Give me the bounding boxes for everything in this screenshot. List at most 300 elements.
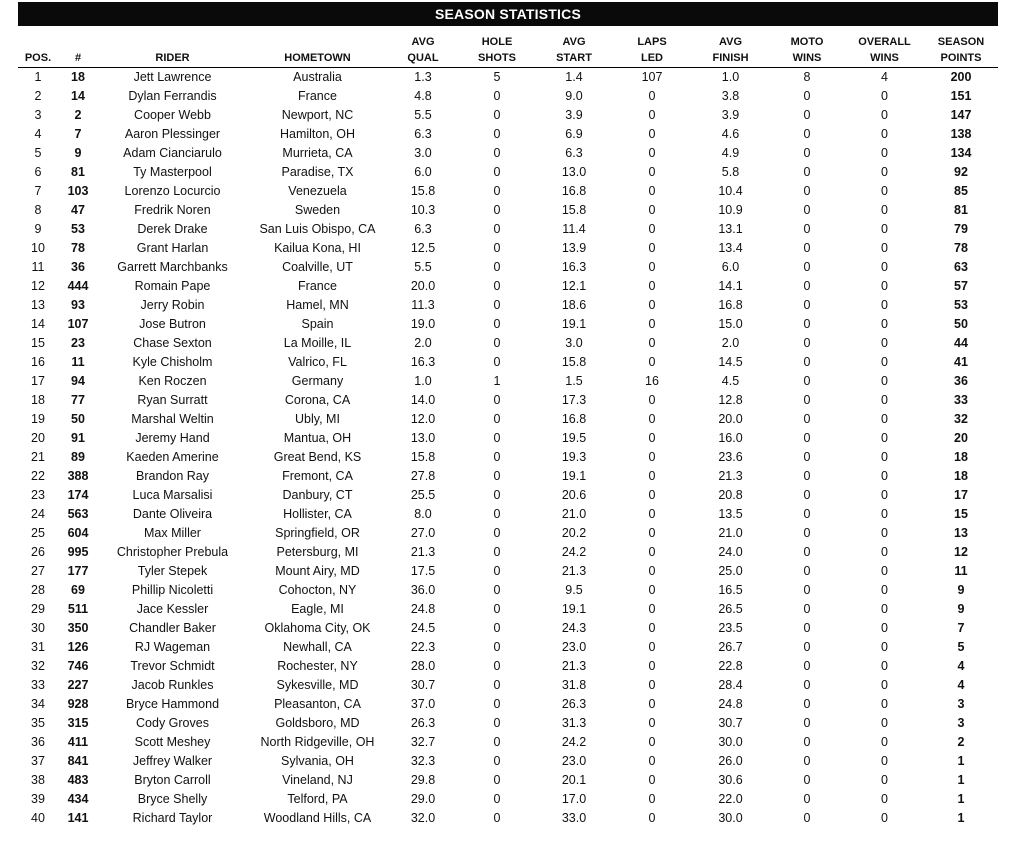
rider-cell: Kyle Chisholm — [132, 355, 213, 369]
rider-cell: Aaron Plessinger — [124, 127, 221, 141]
pos-cell: 8 — [34, 203, 42, 217]
header-season-points-line2: POINTS — [940, 51, 982, 64]
hometown-cell: Sykesville, MD — [276, 678, 359, 692]
moto-wins-cell: 0 — [803, 298, 811, 312]
hometown-cell: Sylvania, OH — [281, 754, 354, 768]
moto-wins-cell: 0 — [803, 412, 811, 426]
hole-shots-cell: 0 — [493, 469, 501, 483]
laps-led-cell: 0 — [648, 222, 656, 236]
header-moto-wins-line2: WINS — [792, 51, 822, 64]
rider-cell: Richard Taylor — [132, 811, 213, 825]
overall-wins-cell: 0 — [881, 393, 888, 407]
avg-finish-cell: 28.4 — [718, 678, 743, 692]
overall-wins-cell: 0 — [881, 241, 888, 255]
table-row — [18, 201, 998, 220]
hole-shots-cell: 0 — [493, 108, 501, 122]
avg-qual-cell: 3.0 — [414, 146, 432, 160]
rider-cell: Ty Masterpool — [133, 165, 212, 179]
season-points-cell: 2 — [957, 735, 965, 749]
avg-start-cell: 13.0 — [561, 165, 587, 179]
rider-cell: Ryan Surratt — [137, 393, 208, 407]
hometown-cell: Eagle, MI — [291, 602, 344, 616]
number-cell: 746 — [67, 659, 89, 673]
table-row — [18, 239, 998, 258]
season-points-cell: 50 — [954, 317, 968, 331]
season-points-cell: 138 — [950, 127, 972, 141]
overall-wins-cell: 0 — [881, 716, 888, 730]
overall-wins-cell: 0 — [881, 317, 888, 331]
season-points-cell: 4 — [957, 659, 965, 673]
pos-cell: 3 — [34, 108, 42, 122]
avg-finish-cell: 21.3 — [718, 469, 743, 483]
hole-shots-cell: 0 — [493, 583, 501, 597]
rider-cell: Romain Pape — [134, 279, 211, 293]
season-points-cell: 53 — [954, 298, 968, 312]
overall-wins-cell: 0 — [881, 89, 888, 103]
header-laps-led — [612, 33, 692, 68]
avg-qual-cell: 32.0 — [410, 811, 436, 825]
hometown-cell: Spain — [301, 317, 334, 331]
table-row — [18, 809, 998, 828]
header-rider: RIDER — [155, 51, 190, 64]
laps-led-cell: 0 — [648, 697, 656, 711]
pos-cell: 26 — [31, 545, 45, 559]
overall-wins-cell: 0 — [881, 184, 888, 198]
number-cell: 107 — [67, 317, 89, 331]
header-season-points — [924, 33, 998, 68]
hometown-cell: Newhall, CA — [283, 640, 352, 654]
rider-cell: Phillip Nicoletti — [131, 583, 214, 597]
avg-qual-cell: 32.7 — [410, 735, 436, 749]
hometown-cell: Sweden — [294, 203, 341, 217]
hole-shots-cell: 0 — [493, 811, 501, 825]
table-row — [18, 752, 998, 771]
overall-wins-cell: 4 — [881, 70, 888, 84]
hometown-cell: Valrico, FL — [288, 355, 347, 369]
pos-cell: 9 — [34, 222, 42, 236]
pos-cell: 18 — [31, 393, 45, 407]
moto-wins-cell: 0 — [803, 545, 811, 559]
table-row — [18, 334, 998, 353]
laps-led-cell: 0 — [648, 545, 656, 559]
moto-wins-cell: 8 — [803, 70, 811, 84]
hole-shots-cell: 0 — [493, 412, 501, 426]
hole-shots-cell: 0 — [493, 659, 501, 673]
overall-wins-cell: 0 — [881, 279, 888, 293]
number-cell: 174 — [67, 488, 89, 502]
avg-start-cell: 3.9 — [565, 108, 583, 122]
rider-cell: Jace Kessler — [136, 602, 209, 616]
hole-shots-cell: 0 — [493, 754, 501, 768]
table-row — [18, 676, 998, 695]
number-cell: 89 — [71, 450, 85, 464]
hole-shots-cell: 0 — [493, 184, 501, 198]
rider-cell: Jeffrey Walker — [132, 754, 213, 768]
avg-qual-cell: 37.0 — [410, 697, 436, 711]
table-row — [18, 638, 998, 657]
avg-finish-cell: 16.0 — [718, 431, 743, 445]
moto-wins-cell: 0 — [803, 507, 811, 521]
season-stats-table — [18, 33, 998, 828]
pos-cell: 29 — [31, 602, 45, 616]
number-cell: 126 — [67, 640, 89, 654]
hometown-cell: Hollister, CA — [283, 507, 352, 521]
avg-finish-cell: 23.6 — [718, 450, 743, 464]
hole-shots-cell: 0 — [493, 697, 501, 711]
laps-led-cell: 0 — [648, 469, 656, 483]
avg-qual-cell: 6.0 — [414, 165, 432, 179]
pos-cell: 33 — [31, 678, 45, 692]
number-cell: 995 — [67, 545, 89, 559]
header-avg-start-line2: START — [556, 51, 592, 64]
avg-start-cell: 16.8 — [561, 184, 587, 198]
pos-cell: 25 — [31, 526, 45, 540]
hole-shots-cell: 0 — [493, 507, 501, 521]
laps-led-cell: 0 — [648, 621, 656, 635]
hometown-cell: Cohocton, NY — [278, 583, 357, 597]
header-avg-finish — [692, 33, 769, 68]
table-row — [18, 315, 998, 334]
season-points-cell: 18 — [954, 469, 968, 483]
number-cell: 563 — [67, 507, 89, 521]
season-points-cell: 11 — [954, 564, 968, 578]
season-points-cell: 78 — [954, 241, 968, 255]
moto-wins-cell: 0 — [803, 564, 811, 578]
hole-shots-cell: 0 — [493, 393, 501, 407]
laps-led-cell: 0 — [648, 298, 656, 312]
avg-qual-cell: 24.5 — [410, 621, 436, 635]
table-row — [18, 714, 998, 733]
moto-wins-cell: 0 — [803, 355, 811, 369]
header-pos: POS. — [24, 51, 52, 64]
overall-wins-cell: 0 — [881, 260, 888, 274]
moto-wins-cell: 0 — [803, 754, 811, 768]
header-hometown: HOMETOWN — [284, 51, 351, 64]
avg-qual-cell: 6.3 — [414, 222, 432, 236]
avg-finish-cell: 30.0 — [718, 811, 743, 825]
number-cell: 14 — [71, 89, 85, 103]
avg-finish-cell: 3.8 — [721, 89, 740, 103]
overall-wins-cell: 0 — [881, 146, 888, 160]
laps-led-cell: 0 — [648, 640, 656, 654]
hometown-cell: Coalville, UT — [282, 260, 353, 274]
avg-qual-cell: 15.8 — [410, 184, 436, 198]
table-row — [18, 372, 998, 391]
avg-qual-cell: 17.5 — [410, 564, 436, 578]
number-cell: 411 — [67, 735, 89, 749]
avg-qual-cell: 5.5 — [414, 108, 432, 122]
hometown-cell: Kailua Kona, HI — [274, 241, 361, 255]
header-laps-led-line2: LED — [641, 51, 663, 64]
avg-start-cell: 23.0 — [561, 640, 587, 654]
avg-qual-cell: 20.0 — [410, 279, 436, 293]
avg-start-cell: 6.3 — [565, 146, 583, 160]
avg-finish-cell: 3.9 — [721, 108, 740, 122]
pos-cell: 37 — [31, 754, 45, 768]
number-cell: 177 — [67, 564, 89, 578]
avg-start-cell: 12.1 — [561, 279, 587, 293]
rider-cell: Cooper Webb — [134, 108, 211, 122]
avg-start-cell: 26.3 — [561, 697, 587, 711]
laps-led-cell: 0 — [648, 792, 656, 806]
laps-led-cell: 0 — [648, 260, 656, 274]
overall-wins-cell: 0 — [881, 374, 888, 388]
rider-cell: Dante Oliveira — [132, 507, 213, 521]
laps-led-cell: 0 — [648, 108, 656, 122]
header-hole-shots-line2: SHOTS — [478, 51, 516, 64]
hole-shots-cell: 0 — [493, 621, 501, 635]
overall-wins-cell: 0 — [881, 811, 888, 825]
pos-cell: 13 — [31, 298, 45, 312]
laps-led-cell: 0 — [648, 393, 656, 407]
header-moto-wins — [769, 33, 845, 68]
laps-led-cell: 0 — [648, 412, 656, 426]
avg-qual-cell: 19.0 — [410, 317, 436, 331]
hole-shots-cell: 0 — [493, 792, 501, 806]
hole-shots-cell: 0 — [493, 564, 501, 578]
season-points-cell: 13 — [954, 526, 968, 540]
avg-start-cell: 16.8 — [561, 412, 587, 426]
season-points-cell: 63 — [954, 260, 968, 274]
avg-qual-cell: 21.3 — [410, 545, 436, 559]
avg-start-cell: 21.3 — [561, 659, 587, 673]
laps-led-cell: 0 — [648, 184, 656, 198]
hole-shots-cell: 0 — [493, 127, 501, 141]
number-cell: 928 — [67, 697, 89, 711]
avg-start-cell: 24.3 — [561, 621, 587, 635]
laps-led-cell: 0 — [648, 241, 656, 255]
avg-finish-cell: 30.6 — [718, 773, 743, 787]
rider-cell: Bryton Carroll — [134, 773, 211, 787]
hole-shots-cell: 5 — [493, 70, 501, 84]
hole-shots-cell: 0 — [493, 431, 501, 445]
avg-start-cell: 3.0 — [565, 336, 583, 350]
table-row — [18, 258, 998, 277]
season-points-cell: 41 — [954, 355, 968, 369]
table-row — [18, 296, 998, 315]
pos-cell: 12 — [31, 279, 45, 293]
avg-qual-cell: 26.3 — [410, 716, 436, 730]
season-points-cell: 3 — [957, 697, 965, 711]
avg-qual-cell: 15.8 — [410, 450, 436, 464]
table-row — [18, 125, 998, 144]
hometown-cell: Hamel, MN — [286, 298, 349, 312]
avg-start-cell: 33.0 — [561, 811, 587, 825]
season-points-cell: 1 — [957, 811, 965, 825]
rider-cell: Christopher Prebula — [116, 545, 229, 559]
avg-start-cell: 13.9 — [561, 241, 587, 255]
season-points-cell: 1 — [957, 754, 965, 768]
laps-led-cell: 0 — [648, 146, 656, 160]
overall-wins-cell: 0 — [881, 583, 888, 597]
avg-finish-cell: 26.7 — [718, 640, 743, 654]
overall-wins-cell: 0 — [881, 659, 888, 673]
hole-shots-cell: 0 — [493, 602, 501, 616]
hole-shots-cell: 0 — [493, 678, 501, 692]
moto-wins-cell: 0 — [803, 583, 811, 597]
overall-wins-cell: 0 — [881, 526, 888, 540]
number-cell: 11 — [71, 355, 85, 369]
season-points-cell: 32 — [954, 412, 968, 426]
table-row — [18, 448, 998, 467]
season-points-cell: 17 — [954, 488, 968, 502]
header-moto-wins-line1: MOTO — [790, 36, 824, 48]
pos-cell: 15 — [31, 336, 45, 350]
avg-start-cell: 15.8 — [561, 355, 587, 369]
overall-wins-cell: 0 — [881, 222, 888, 236]
number-cell: 227 — [67, 678, 89, 692]
season-points-cell: 85 — [954, 184, 968, 198]
number-cell: 69 — [71, 583, 85, 597]
moto-wins-cell: 0 — [803, 393, 811, 407]
laps-led-cell: 0 — [648, 526, 656, 540]
laps-led-cell: 0 — [648, 165, 656, 179]
hometown-cell: Vineland, NJ — [282, 773, 353, 787]
number-cell: 78 — [71, 241, 85, 255]
season-points-cell: 1 — [957, 792, 965, 806]
avg-finish-cell: 23.5 — [718, 621, 743, 635]
avg-finish-cell: 10.9 — [718, 203, 743, 217]
table-row — [18, 391, 998, 410]
table-row — [18, 524, 998, 543]
avg-qual-cell: 27.0 — [410, 526, 436, 540]
pos-cell: 19 — [31, 412, 45, 426]
season-points-cell: 151 — [950, 89, 972, 103]
overall-wins-cell: 0 — [881, 602, 888, 616]
hometown-cell: Mantua, OH — [283, 431, 352, 445]
hometown-cell: Woodland Hills, CA — [263, 811, 372, 825]
rider-cell: Chase Sexton — [133, 336, 212, 350]
overall-wins-cell: 0 — [881, 545, 888, 559]
overall-wins-cell: 0 — [881, 336, 888, 350]
avg-start-cell: 19.5 — [561, 431, 587, 445]
rider-cell: Trevor Schmidt — [130, 659, 215, 673]
laps-led-cell: 0 — [648, 450, 656, 464]
header-hole-shots-line1: HOLE — [481, 36, 513, 48]
number-cell: 444 — [67, 279, 89, 293]
hometown-cell: Venezuela — [288, 184, 347, 198]
laps-led-cell: 0 — [648, 279, 656, 293]
rider-cell: Garrett Marchbanks — [117, 260, 228, 274]
avg-start-cell: 17.0 — [561, 792, 587, 806]
header-avg-qual — [388, 33, 458, 68]
header-overall-wins-line2: WINS — [870, 51, 899, 64]
avg-qual-cell: 27.8 — [410, 469, 436, 483]
rider-cell: Jacob Runkles — [131, 678, 214, 692]
avg-start-cell: 20.6 — [561, 488, 587, 502]
hometown-cell: Springfield, OR — [275, 526, 360, 540]
avg-qual-cell: 11.3 — [411, 298, 435, 312]
hometown-cell: Petersburg, MI — [276, 545, 359, 559]
hometown-cell: Corona, CA — [284, 393, 351, 407]
moto-wins-cell: 0 — [803, 735, 811, 749]
avg-start-cell: 31.8 — [561, 678, 587, 692]
laps-led-cell: 0 — [648, 89, 656, 103]
table-row — [18, 277, 998, 296]
rider-cell: Chandler Baker — [129, 621, 216, 635]
season-points-cell: 81 — [954, 203, 968, 217]
avg-finish-cell: 14.1 — [718, 279, 743, 293]
avg-finish-cell: 26.5 — [718, 602, 743, 616]
avg-start-cell: 1.4 — [565, 70, 583, 84]
number-cell: 94 — [71, 374, 85, 388]
hometown-cell: France — [298, 89, 337, 103]
number-cell: 511 — [67, 602, 89, 616]
moto-wins-cell: 0 — [803, 108, 811, 122]
overall-wins-cell: 0 — [881, 450, 888, 464]
season-points-cell: 147 — [950, 108, 972, 122]
table-row — [18, 486, 998, 505]
avg-finish-cell: 30.0 — [718, 735, 743, 749]
avg-start-cell: 21.3 — [561, 564, 587, 578]
avg-finish-cell: 12.8 — [718, 393, 743, 407]
hometown-cell: Hamilton, OH — [279, 127, 356, 141]
avg-qual-cell: 8.0 — [414, 507, 432, 521]
table-row — [18, 68, 998, 88]
avg-start-cell: 15.8 — [561, 203, 587, 217]
avg-qual-cell: 4.8 — [414, 89, 432, 103]
avg-start-cell: 16.3 — [561, 260, 587, 274]
hole-shots-cell: 0 — [493, 450, 501, 464]
avg-finish-cell: 24.0 — [718, 545, 743, 559]
laps-led-cell: 0 — [648, 431, 656, 445]
avg-finish-cell: 10.4 — [718, 184, 743, 198]
table-row — [18, 600, 998, 619]
avg-qual-cell: 36.0 — [410, 583, 436, 597]
avg-start-cell: 31.3 — [561, 716, 587, 730]
avg-qual-cell: 29.0 — [410, 792, 436, 806]
avg-start-cell: 23.0 — [561, 754, 587, 768]
pos-cell: 1 — [34, 70, 42, 84]
number-cell: 18 — [71, 70, 85, 84]
season-points-cell: 9 — [957, 583, 965, 597]
header-avg-qual-line1: AVG — [411, 36, 435, 48]
laps-led-cell: 0 — [648, 317, 656, 331]
moto-wins-cell: 0 — [803, 526, 811, 540]
avg-finish-cell: 16.8 — [718, 298, 743, 312]
moto-wins-cell: 0 — [803, 89, 811, 103]
table-row — [18, 581, 998, 600]
avg-finish-cell: 22.0 — [718, 792, 743, 806]
hole-shots-cell: 0 — [493, 146, 501, 160]
hole-shots-cell: 0 — [493, 336, 501, 350]
laps-led-cell: 0 — [648, 773, 656, 787]
avg-start-cell: 17.3 — [561, 393, 587, 407]
avg-finish-cell: 14.5 — [718, 355, 743, 369]
table-row — [18, 771, 998, 790]
hometown-cell: Australia — [293, 70, 342, 84]
pos-cell: 17 — [31, 374, 45, 388]
avg-finish-cell: 4.9 — [721, 146, 740, 160]
table-row — [18, 543, 998, 562]
hometown-cell: Goldsboro, MD — [275, 716, 360, 730]
avg-start-cell: 19.1 — [561, 469, 587, 483]
overall-wins-cell: 0 — [881, 165, 888, 179]
overall-wins-cell: 0 — [881, 564, 888, 578]
pos-cell: 38 — [31, 773, 45, 787]
hole-shots-cell: 0 — [493, 317, 501, 331]
number-cell: 93 — [71, 298, 85, 312]
avg-qual-cell: 1.3 — [414, 70, 432, 84]
moto-wins-cell: 0 — [803, 450, 811, 464]
overall-wins-cell: 0 — [881, 678, 888, 692]
table-row — [18, 619, 998, 638]
hometown-cell: Newport, NC — [281, 108, 354, 122]
moto-wins-cell: 0 — [803, 374, 811, 388]
laps-led-cell: 0 — [648, 659, 656, 673]
avg-start-cell: 20.1 — [561, 773, 587, 787]
moto-wins-cell: 0 — [803, 773, 811, 787]
